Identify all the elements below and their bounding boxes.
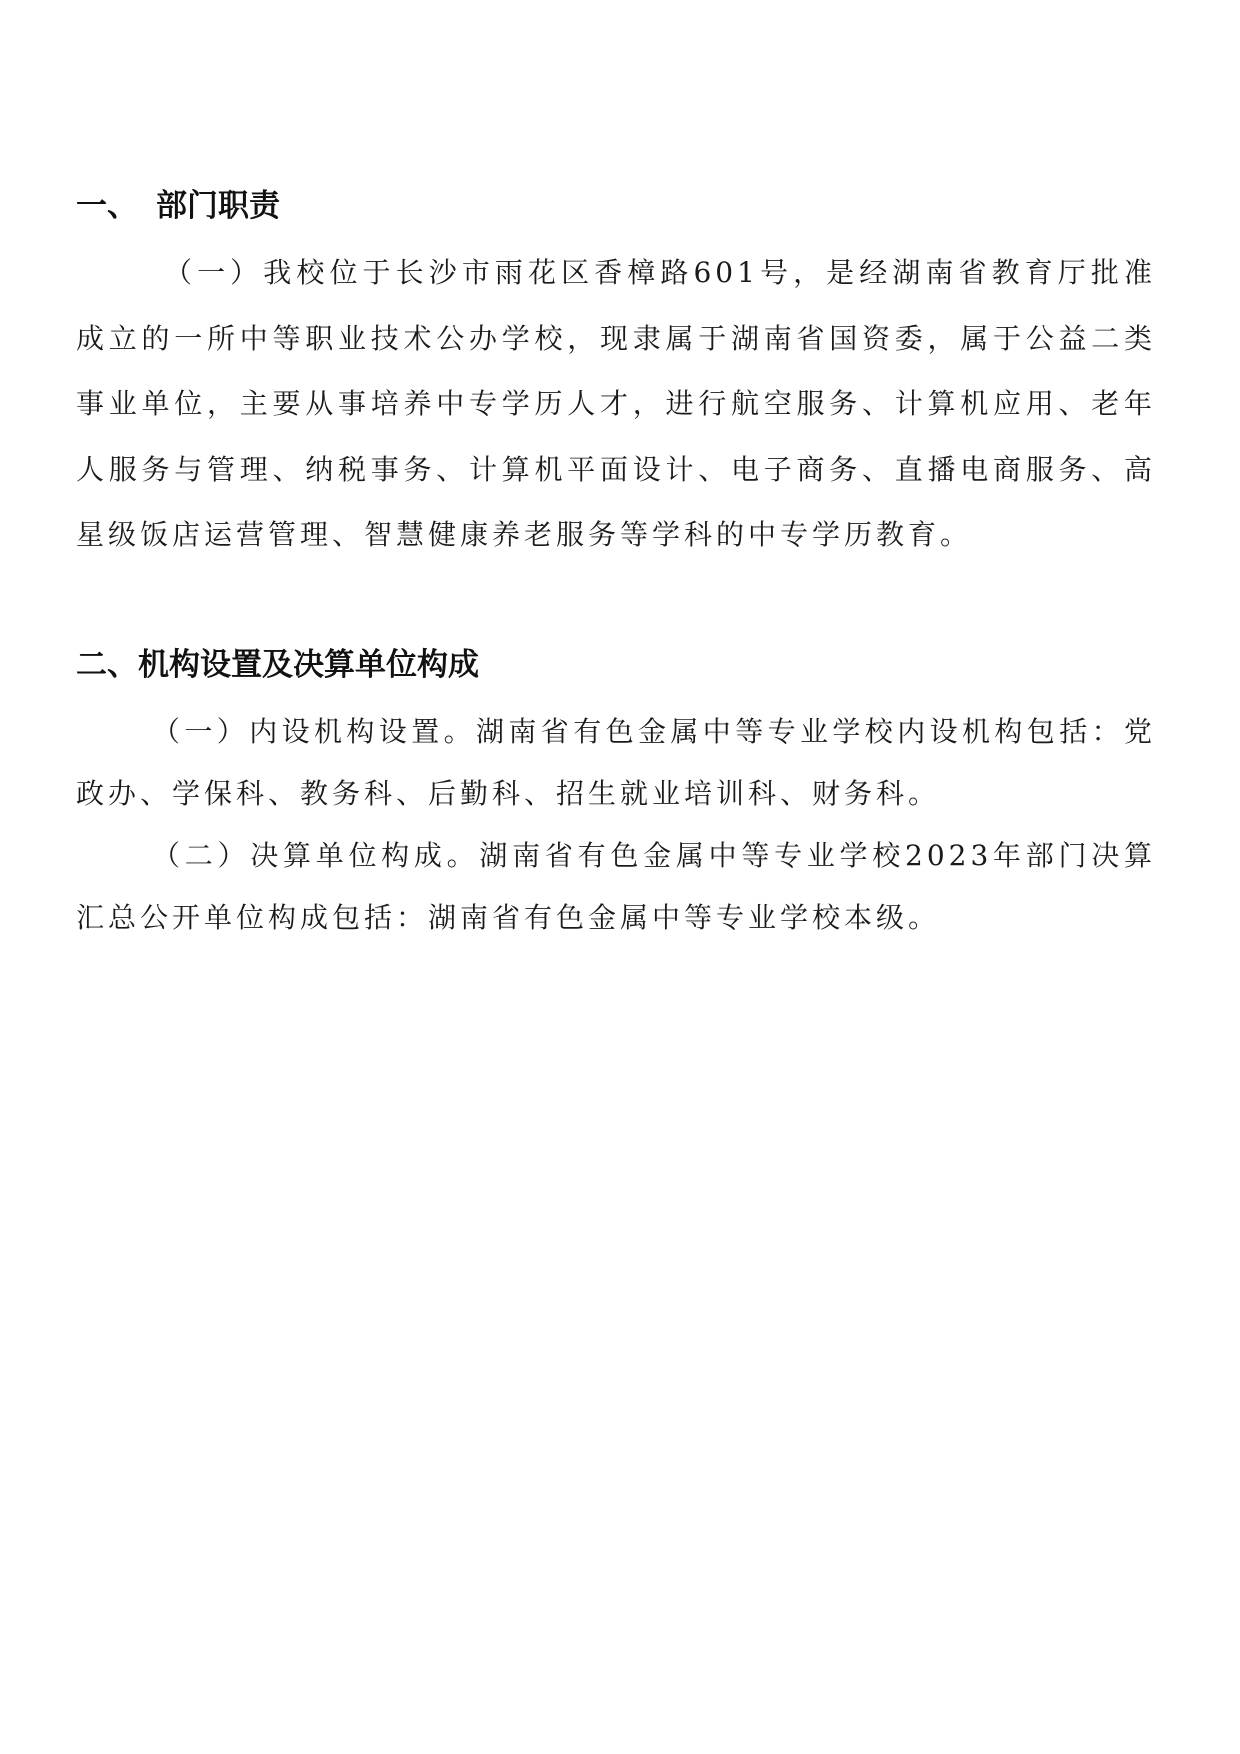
section-heading-organization: [76, 645, 479, 685]
section-heading-department-duties: [76, 186, 280, 226]
section-title: 机构设置及决算单位构成: [138, 647, 479, 683]
department-duties-paragraph: （一）我校位于长沙市雨花区香樟路601号，是经湖南省教育厅批准成立的一所中等职业技术公办学校，现隶属于湖南省国资委，属于公益二类事业单位，主要从事培养中专学历人才，进行航空服务、计算机应用、老年人服务与管理、纳税事务、计算机平面设计、电子商务、直播电商服务、高星级饭店运营管理、智慧健康养老服务等学科的中专学历教育。: [76, 256, 1156, 551]
section-number: 一、: [76, 188, 138, 224]
accounting-unit-paragraph: （二）决算单位构成。湖南省有色金属中等专业学校2023年部门决算汇总公开单位构成包括：湖南省有色金属中等专业学校本级。: [76, 839, 1156, 934]
section-title: 部门职责: [156, 188, 280, 224]
section-number: 二、: [76, 647, 138, 683]
internal-organization-paragraph: （一）内设机构设置。湖南省有色金属中等专业学校内设机构包括：党政办、学保科、教务科、后勤科、招生就业培训科、财务科。: [76, 715, 1156, 810]
